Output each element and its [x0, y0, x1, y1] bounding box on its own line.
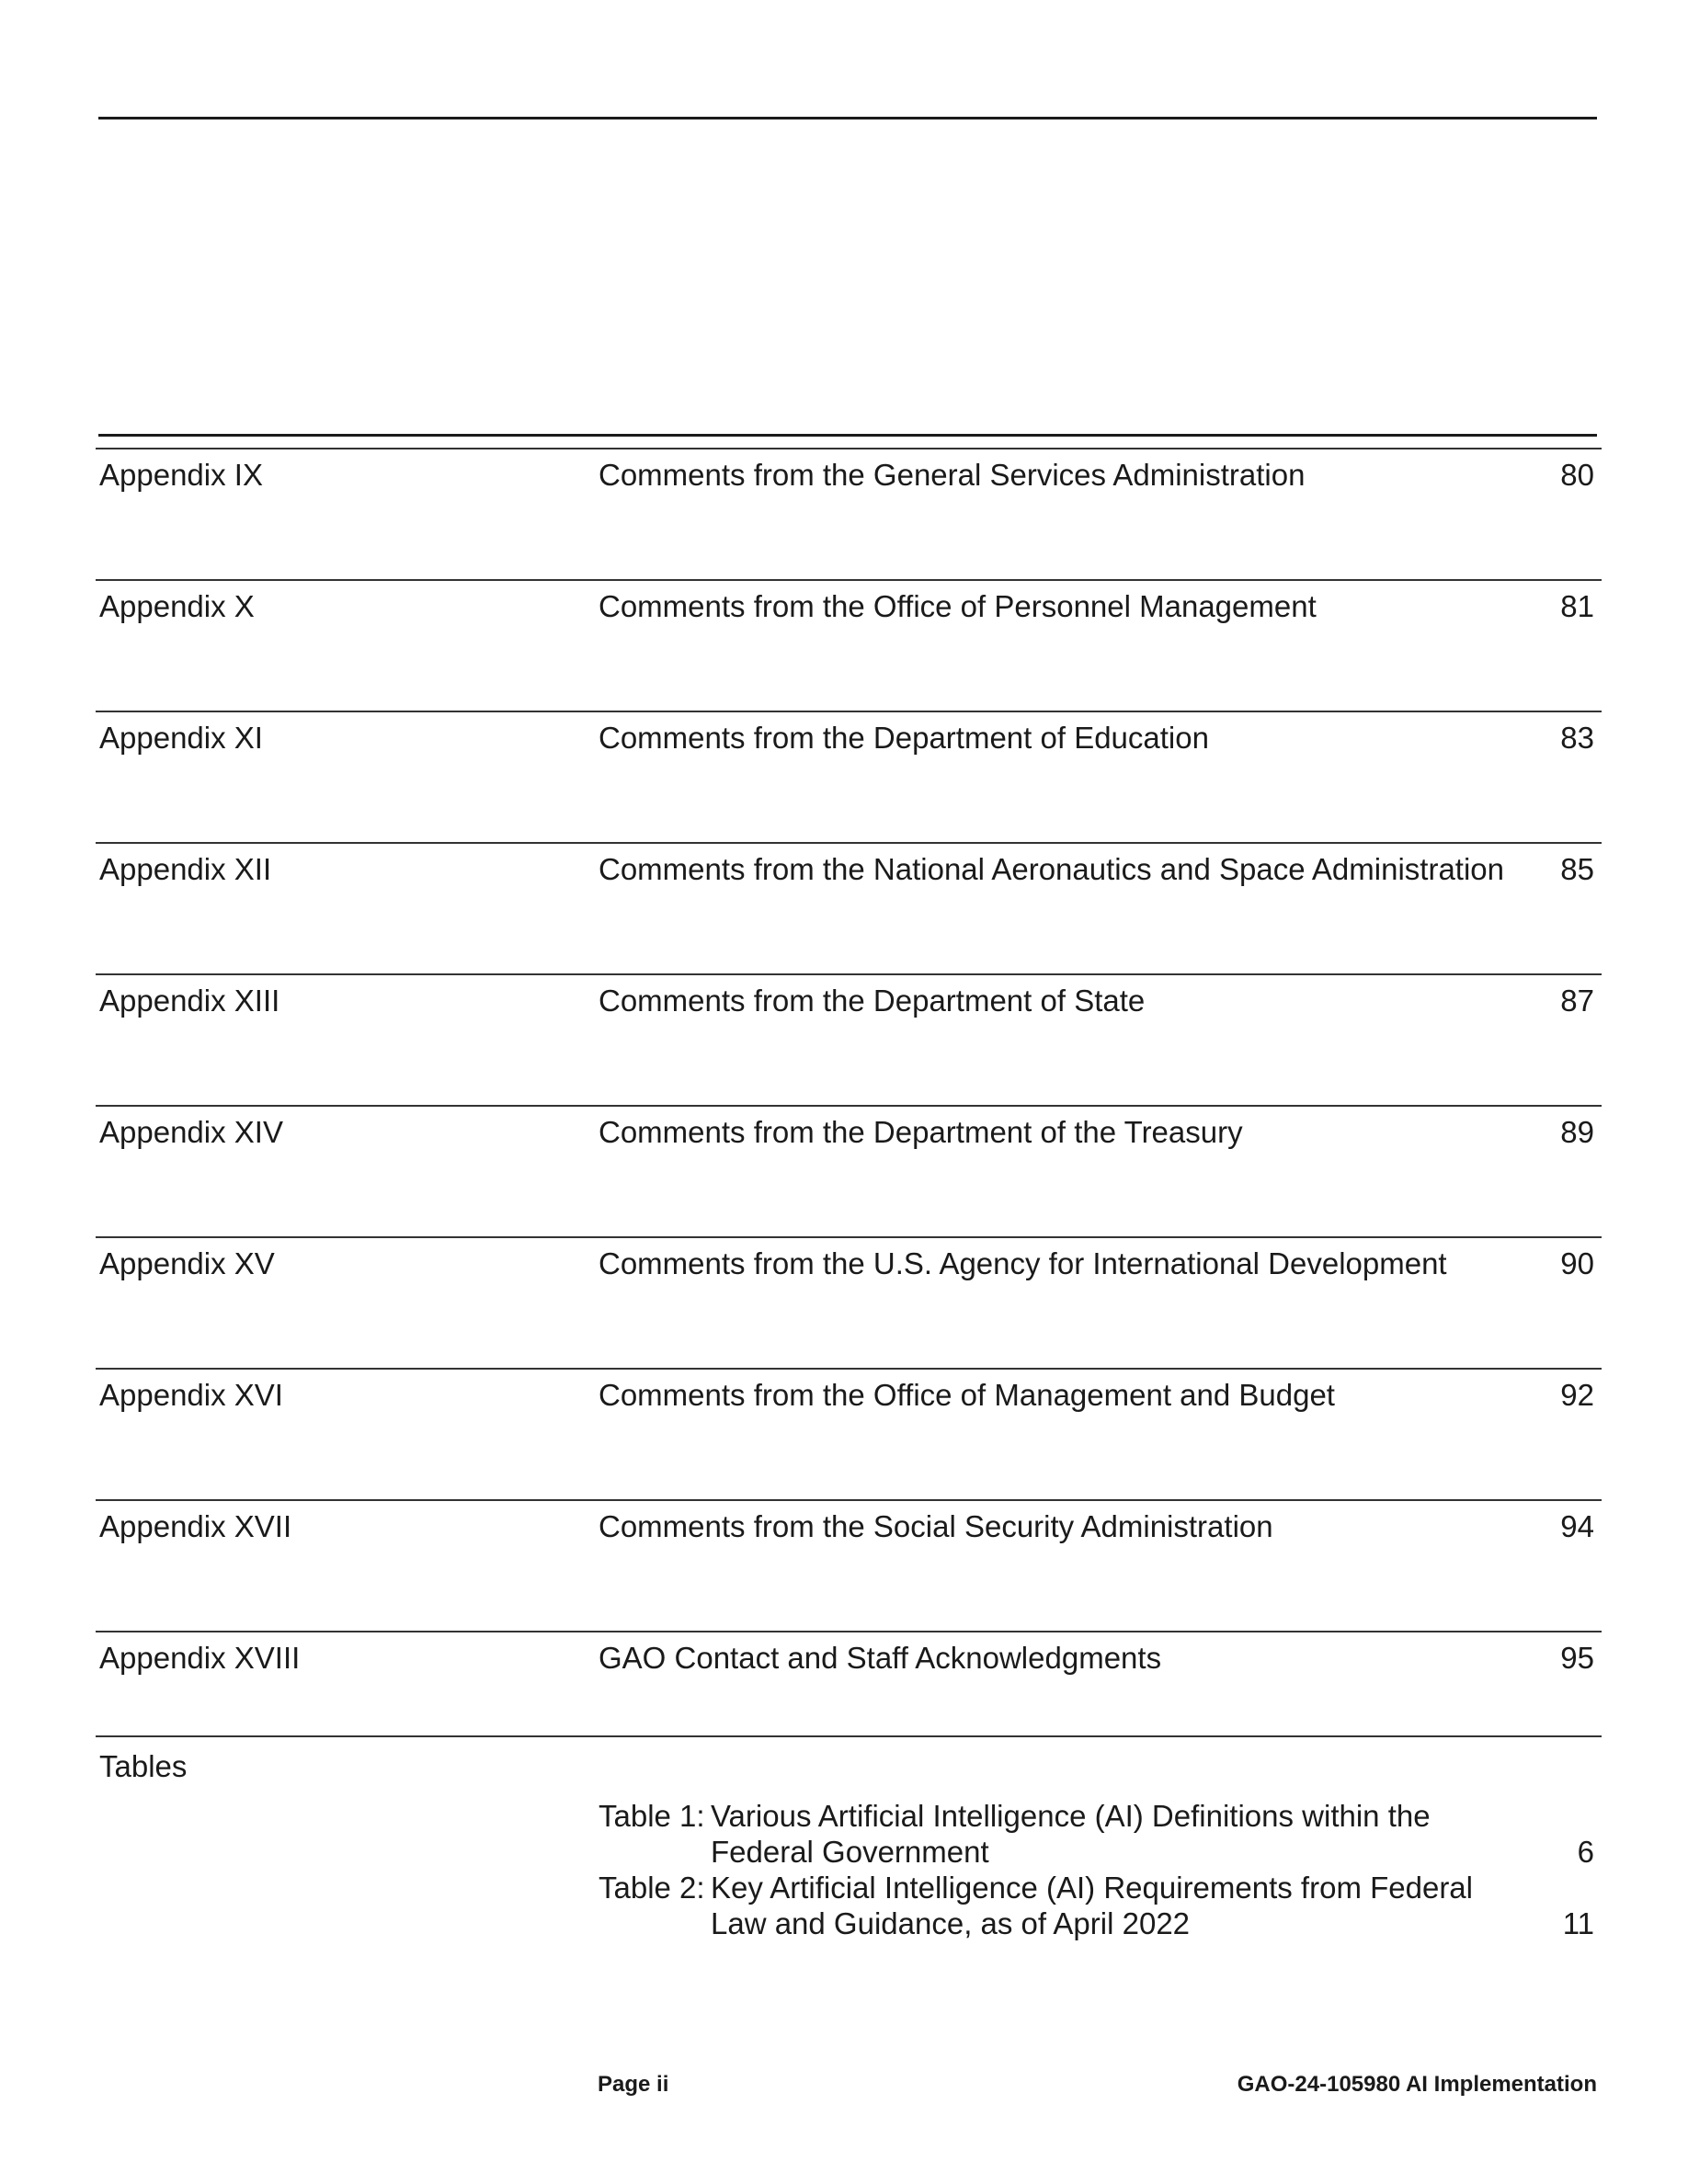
appendix-title: Comments from the National Aeronautics and Space Administration [599, 852, 1505, 886]
toc-row-appendix-xviii [96, 1631, 1602, 1737]
table-label: Table 1: [599, 1799, 705, 1833]
footer-page-number: Page ii [598, 2072, 669, 2097]
toc-row-appendix-xii [96, 842, 1602, 973]
appendix-page-number: 80 [1560, 458, 1594, 492]
appendix-label: Appendix XVIII [99, 1641, 301, 1675]
appendix-label: Appendix XIV [99, 1115, 283, 1149]
toc-header-rule [98, 434, 1597, 437]
appendix-label: Appendix XII [99, 852, 272, 886]
appendix-title: Comments from the Office of Personnel Management [599, 589, 1317, 623]
appendix-page-number: 92 [1560, 1378, 1594, 1412]
appendix-page-number: 85 [1560, 852, 1594, 886]
toc-row-appendix-xvi [96, 1368, 1602, 1499]
appendix-label: Appendix XIII [99, 984, 280, 1018]
appendix-title: Comments from the General Services Administration [599, 458, 1306, 492]
tables-section [96, 1735, 1602, 1940]
table-label: Table 2: [599, 1871, 705, 1905]
appendix-page-number: 94 [1560, 1509, 1594, 1543]
appendix-page-number: 89 [1560, 1115, 1594, 1149]
tables-heading: Tables [99, 1749, 188, 1783]
appendix-page-number: 81 [1560, 589, 1594, 623]
appendix-title: Comments from the Department of Education [599, 721, 1209, 755]
appendix-label: Appendix XVII [99, 1509, 292, 1543]
appendix-title: Comments from the Office of Management and Budget [599, 1378, 1335, 1412]
appendix-title: Comments from the U.S. Agency for International Development [599, 1246, 1447, 1280]
toc-row-appendix-xi [96, 711, 1602, 842]
header-rule [98, 117, 1597, 119]
appendix-title: GAO Contact and Staff Acknowledgments [599, 1641, 1162, 1675]
appendix-page-number: 83 [1560, 721, 1594, 755]
appendix-label: Appendix XI [99, 721, 263, 755]
appendix-page-number: 87 [1560, 984, 1594, 1018]
appendix-title: Comments from the Department of the Treasury [599, 1115, 1243, 1149]
toc-row-appendix-ix [96, 448, 1602, 579]
toc-row-appendix-x [96, 579, 1602, 711]
footer-report-id: GAO-24-105980 AI Implementation [1237, 2072, 1597, 2097]
appendix-label: Appendix IX [99, 458, 263, 492]
appendix-label: Appendix X [99, 589, 255, 623]
appendix-title: Comments from the Social Security Administration [599, 1509, 1273, 1543]
appendix-title: Comments from the Department of State [599, 984, 1146, 1018]
appendix-list [96, 448, 1602, 1737]
table-page-number: 6 [1577, 1835, 1594, 1869]
table-title: Various Artificial Intelligence (AI) Definitions within the Federal Government [711, 1799, 1431, 1869]
appendix-page-number: 90 [1560, 1246, 1594, 1280]
appendix-page-number: 95 [1560, 1641, 1594, 1675]
table-page-number: 11 [1562, 1906, 1594, 1940]
table-title: Key Artificial Intelligence (AI) Requirements from Federal Law and Guidance, as of April 2022 [711, 1871, 1473, 1940]
appendix-label: Appendix XVI [99, 1378, 283, 1412]
appendix-label: Appendix XV [99, 1246, 275, 1280]
toc-row-appendix-xiii [96, 973, 1602, 1105]
toc-row-appendix-xiv [96, 1105, 1602, 1236]
toc-row-appendix-xv [96, 1236, 1602, 1368]
toc-row-appendix-xvii [96, 1499, 1602, 1631]
